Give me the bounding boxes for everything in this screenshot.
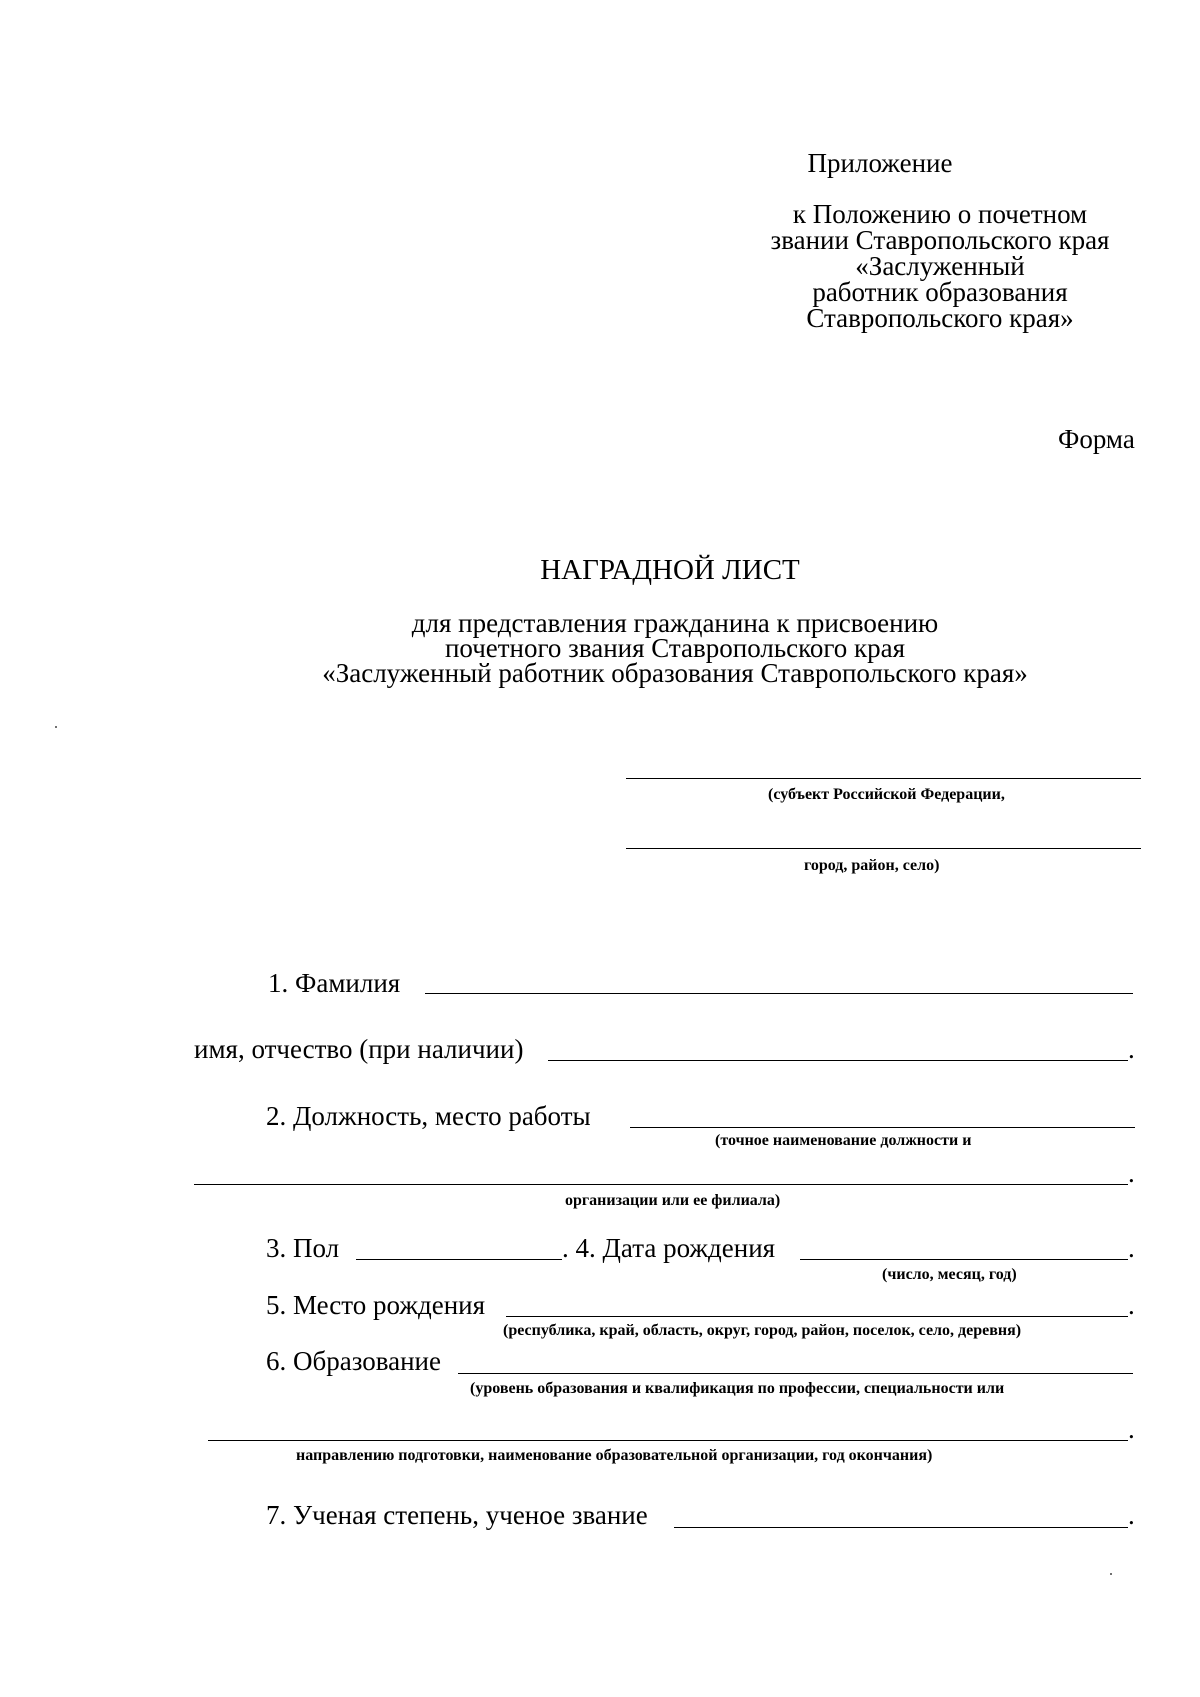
name-label: имя, отчество (при наличии) (194, 1034, 524, 1064)
sex-line[interactable] (356, 1259, 562, 1260)
education-label: 6. Образование (266, 1346, 441, 1376)
education-period: . (1128, 1414, 1135, 1444)
appendix-line-2: звании Ставропольского края (770, 225, 1110, 255)
appendix-line-3: «Заслуженный (855, 251, 1025, 281)
sex-label: 3. Пол (266, 1233, 340, 1263)
education-hint-2: направлению подготовки, наименование образовательной организации, год окончания) (296, 1447, 933, 1464)
position-period: . (1128, 1158, 1135, 1188)
birthdate-label: . 4. Дата рождения (562, 1233, 776, 1263)
education-line-2[interactable] (208, 1440, 1128, 1441)
name-line[interactable] (548, 1060, 1128, 1061)
subtitle-line-2: почетного звания Ставропольского края (444, 633, 906, 663)
degree-line[interactable] (674, 1527, 1128, 1528)
subtitle-line-3: «Заслуженный работник образования Ставропольского края» (322, 658, 1028, 688)
name-period: . (1128, 1034, 1135, 1064)
position-line-2[interactable] (194, 1184, 1128, 1185)
position-hint-2: организации или ее филиала) (565, 1192, 781, 1209)
position-line[interactable] (630, 1127, 1135, 1128)
surname-line[interactable] (425, 993, 1133, 994)
scan-speck (55, 726, 57, 728)
scan-speck (1110, 1573, 1112, 1575)
position-label: 2. Должность, место работы (266, 1101, 591, 1131)
appendix-line-5: Ставропольского края» (806, 303, 1074, 333)
document-title: НАГРАДНОЙ ЛИСТ (540, 554, 800, 586)
birthplace-line[interactable] (506, 1316, 1128, 1317)
region-hint-2: город, район, село) (804, 857, 940, 874)
degree-label: 7. Ученая степень, ученое звание (266, 1500, 648, 1530)
education-hint-1: (уровень образования и квалификация по профессии, специальности или (470, 1380, 1005, 1397)
degree-period: . (1128, 1500, 1135, 1530)
appendix-title: Приложение (807, 148, 953, 178)
position-hint-1: (точное наименование должности и (715, 1132, 972, 1149)
birthdate-line[interactable] (800, 1259, 1128, 1260)
form-label: Форма (1058, 424, 1135, 454)
region-line-1[interactable] (626, 778, 1141, 779)
appendix-line-4: работник образования (812, 277, 1068, 307)
region-hint-1: (субъект Российской Федерации, (768, 786, 1005, 803)
education-line[interactable] (458, 1373, 1133, 1374)
appendix-line-1: к Положению о почетном (792, 199, 1088, 229)
birthdate-hint: (число, месяц, год) (882, 1266, 1017, 1283)
birthdate-period: . (1128, 1233, 1135, 1263)
birthplace-hint: (республика, край, область, округ, город, район, поселок, село, деревня) (503, 1322, 1022, 1339)
surname-label: 1. Фамилия (268, 968, 401, 998)
birthplace-period: . (1128, 1290, 1135, 1320)
region-line-2[interactable] (626, 848, 1141, 849)
birthplace-label: 5. Место рождения (266, 1290, 486, 1320)
subtitle-line-1: для представления гражданина к присвоению (411, 608, 939, 638)
